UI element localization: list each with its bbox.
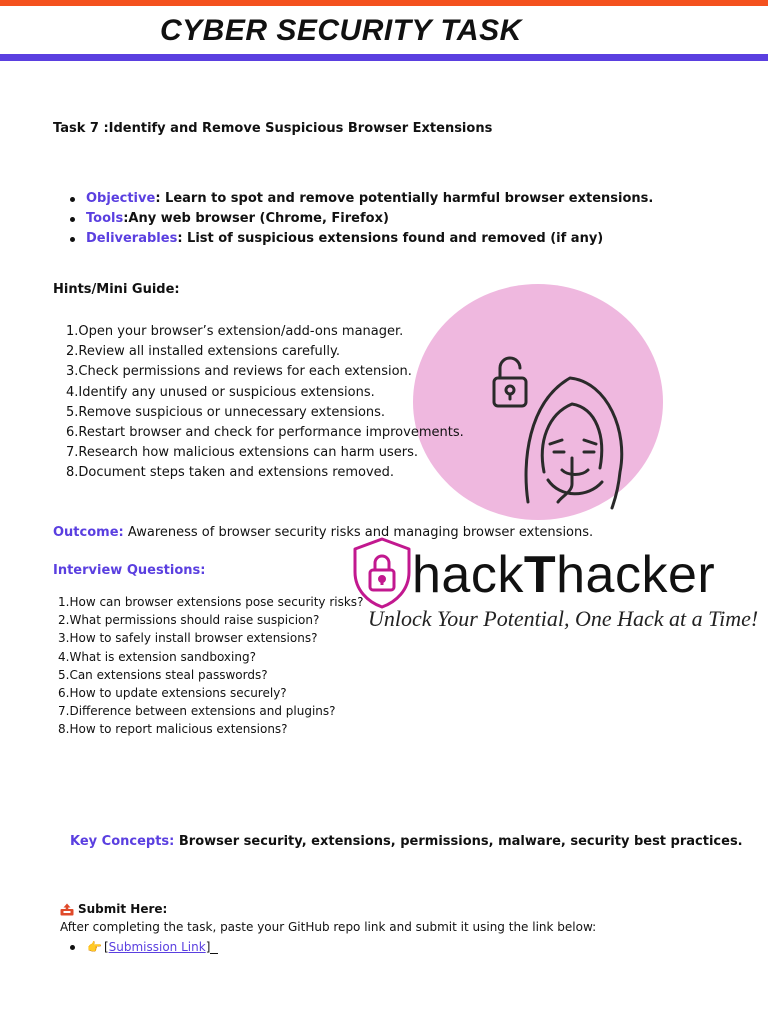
- hooded-hacker-icon: [488, 352, 638, 512]
- submit-instruction: After completing the task, paste your GitHub repo link and submit it using the link below:: [60, 920, 597, 934]
- list-item: 7.Difference between extensions and plugins?: [58, 704, 336, 719]
- deliverables-label: Deliverables: [86, 231, 178, 246]
- list-item: 6.How to update extensions securely?: [58, 686, 287, 701]
- tools-text: :Any web browser (Chrome, Firefox): [123, 211, 389, 226]
- submission-link[interactable]: Submission Link: [108, 940, 206, 954]
- task-title: Task 7 :Identify and Remove Suspicious Browser Extensions: [53, 121, 493, 136]
- list-item: 1.Open your browser’s extension/add-ons manager.: [66, 324, 404, 339]
- objective-text: : Learn to spot and remove potentially harmful browser extensions.: [155, 191, 654, 206]
- key-concepts-label: Key Concepts:: [70, 834, 175, 849]
- list-item: [70, 209, 653, 229]
- brand-name-part: hacker: [556, 546, 716, 604]
- outbox-tray-icon: [60, 903, 74, 916]
- list-item: 8.How to report malicious extensions?: [58, 722, 288, 737]
- key-concepts-text: Browser security, extensions, permissions, malware, security best practices.: [174, 834, 743, 849]
- brand-name: [412, 545, 715, 605]
- submit-heading: [60, 902, 167, 916]
- interview-questions-list: [58, 593, 363, 739]
- list-item: 2.Review all installed extensions carefully.: [66, 344, 340, 360]
- page-title: CYBER SECURITY TASK: [160, 14, 522, 47]
- tools-label: Tools: [86, 211, 124, 226]
- submission-link-item: [70, 940, 218, 954]
- list-item: 5.Can extensions steal passwords?: [58, 667, 268, 682]
- trailing-underline: [210, 941, 218, 954]
- hints-list: [66, 322, 464, 484]
- list-item: 5.Remove suspicious or unnecessary extensions.: [66, 404, 386, 420]
- deliverables-text: : List of suspicious extensions found and removed (if any): [177, 231, 604, 246]
- list-item: 4.Identify any unused or suspicious extensions.: [66, 384, 375, 400]
- outcome-line: [53, 525, 593, 540]
- objective-label: Objective: [86, 191, 156, 206]
- list-item: 3.Check permissions and reviews for each extension.: [66, 364, 412, 380]
- brand-name-part: T: [523, 546, 557, 604]
- brand-tagline: Unlock Your Potential, One Hack at a Time!: [368, 606, 759, 631]
- bullet-dot: [70, 945, 75, 950]
- list-item: 1.How can browser extensions pose security risks?: [58, 595, 364, 609]
- list-item: [70, 229, 653, 249]
- key-concepts-line: [70, 834, 743, 849]
- interview-heading: Interview Questions:: [53, 563, 206, 578]
- hints-heading: Hints/Mini Guide:: [53, 282, 180, 297]
- list-item: 2.What permissions should raise suspicion?: [58, 613, 320, 628]
- list-item: 6.Restart browser and check for performance improvements.: [66, 425, 464, 441]
- shield-lock-icon: [350, 536, 414, 610]
- top-accent-bar: [0, 0, 768, 6]
- brand-name-part: hack: [412, 546, 524, 604]
- header-underline-bar: [0, 54, 768, 61]
- task-details-list: [70, 189, 653, 249]
- list-item: 8.Document steps taken and extensions removed.: [66, 465, 395, 481]
- list-item: [70, 189, 653, 209]
- submit-heading-text: Submit Here:: [78, 902, 168, 916]
- list-item: 3.How to safely install browser extensions?: [58, 631, 318, 646]
- link-bracket-close: ]: [205, 940, 211, 954]
- outcome-text: Awareness of browser security risks and managing browser extensions.: [123, 525, 594, 540]
- padlock-icon: [494, 358, 526, 406]
- list-item: 7.Research how malicious extensions can harm users.: [66, 445, 418, 461]
- link-bracket-open: [: [103, 940, 109, 954]
- list-item: 4.What is extension sandboxing?: [58, 649, 256, 664]
- outcome-label: Outcome:: [53, 525, 124, 540]
- pointing-hand-icon: 👉: [87, 940, 102, 954]
